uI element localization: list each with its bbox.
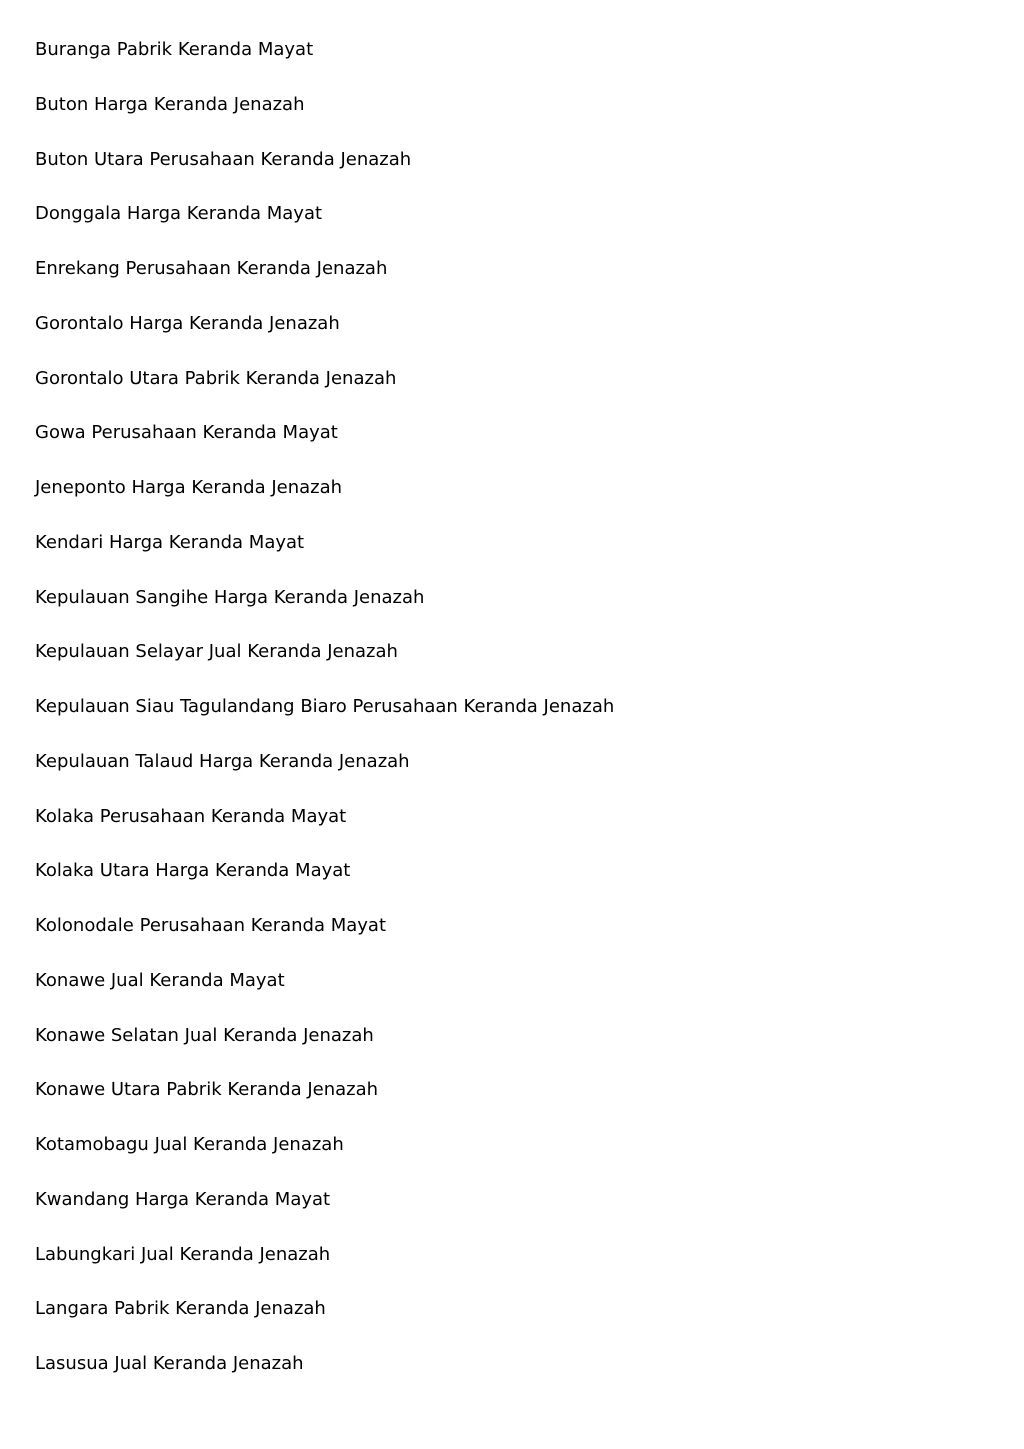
list-item: Kwandang Harga Keranda Mayat xyxy=(35,1188,331,1210)
list-item: Kepulauan Selayar Jual Keranda Jenazah xyxy=(35,641,398,663)
list-item: Konawe Utara Pabrik Keranda Jenazah xyxy=(35,1079,379,1101)
list-item: Buton Utara Perusahaan Keranda Jenazah xyxy=(35,148,412,170)
list-item: Buton Harga Keranda Jenazah xyxy=(35,93,305,115)
list-item: Kolaka Utara Harga Keranda Mayat xyxy=(35,860,351,882)
list-item: Kolonodale Perusahaan Keranda Mayat xyxy=(35,915,387,936)
list-item: Kepulauan Siau Tagulandang Biaro Perusahaan Keranda Jenazah xyxy=(35,696,615,717)
list-item: Gorontalo Harga Keranda Jenazah xyxy=(35,312,340,334)
list-item: Konawe Selatan Jual Keranda Jenazah xyxy=(35,1024,374,1046)
list-item: Kolaka Perusahaan Keranda Mayat xyxy=(35,805,347,827)
list-item: Labungkari Jual Keranda Jenazah xyxy=(35,1243,331,1265)
list-item: Kepulauan Sangihe Harga Keranda Jenazah xyxy=(35,586,425,608)
list-item: Enrekang Perusahaan Keranda Jenazah xyxy=(35,258,388,279)
list-item: Lasusua Jual Keranda Jenazah xyxy=(35,1353,304,1374)
list-item: Langara Pabrik Keranda Jenazah xyxy=(35,1298,326,1320)
list-item: Gorontalo Utara Pabrik Keranda Jenazah xyxy=(35,367,397,389)
list-item: Donggala Harga Keranda Mayat xyxy=(35,203,323,225)
list-item: Kendari Harga Keranda Mayat xyxy=(35,531,305,553)
list-item: Kepulauan Talaud Harga Keranda Jenazah xyxy=(35,750,410,772)
location-list xyxy=(35,35,614,1404)
list-item: Gowa Perusahaan Keranda Mayat xyxy=(35,422,338,444)
list-item: Buranga Pabrik Keranda Mayat xyxy=(35,39,314,60)
list-item: Kotamobagu Jual Keranda Jenazah xyxy=(35,1134,344,1155)
list-item: Jeneponto Harga Keranda Jenazah xyxy=(35,477,343,498)
list-item: Konawe Jual Keranda Mayat xyxy=(35,969,285,991)
